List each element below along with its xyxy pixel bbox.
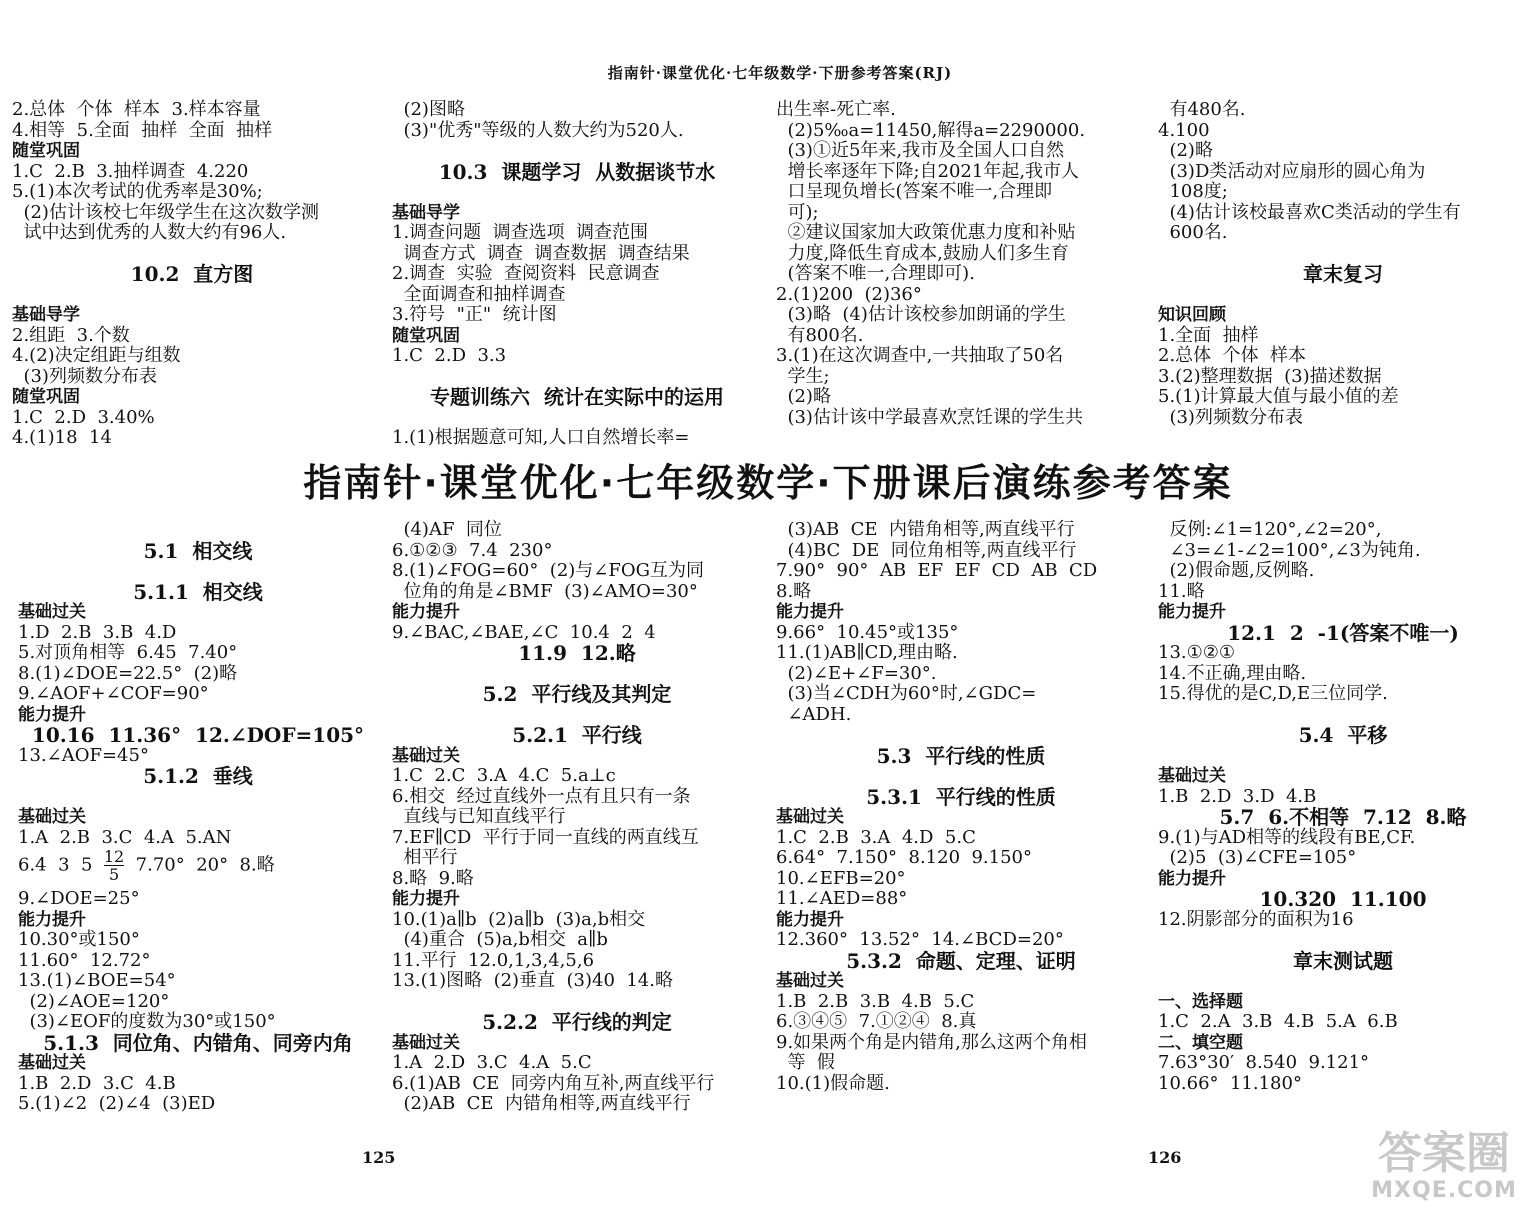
text-line: 5.(1)∠2 (2)∠4 (3)ED	[18, 1093, 216, 1114]
text-line: 1.B 2.D 3.D 4.B	[1158, 785, 1317, 807]
text-line: 位角的角是∠BMF (3)∠AMO=30°	[392, 580, 698, 602]
fraction: $\frac{12}{5}$	[103, 847, 125, 884]
subsection-label: 基础过关	[1158, 766, 1226, 786]
text-line: 1.C 2.B 3.抽样调查 4.220	[12, 160, 249, 182]
text-line	[18, 787, 378, 808]
subsection-label: 基础过关	[776, 807, 844, 827]
text-line: 2.总体 个体 样本	[1158, 345, 1307, 366]
subsection-label: 随堂巩固	[12, 141, 80, 161]
section-heading: 5.1.3 同位角、内错角、同旁内角	[43, 1030, 353, 1055]
subsection-label: 二、填空题	[1158, 1032, 1243, 1053]
subsection-label: 基础过关	[18, 1053, 86, 1073]
subsection-label: 基础过关	[18, 807, 86, 827]
text-line: 学生;	[776, 365, 830, 387]
text-line: 1.A 2.D 3.C 4.A 5.C	[392, 1052, 592, 1073]
text-line: 7.EF∥CD 平行于同一直线的两直线互	[392, 826, 699, 848]
text-line: (3)当∠CDH为60°时,∠GDC=	[776, 683, 1037, 704]
text-line: (2)∠E+∠F=30°.	[776, 662, 937, 684]
subsection-label: 一、选择题	[1158, 991, 1243, 1012]
section-heading: 12.1 2 -1(答案不唯一)	[1227, 620, 1459, 645]
watermark-logo	[1364, 1130, 1524, 1210]
subsection-label: 基础过关	[392, 1032, 460, 1053]
section-heading: 5.7 6.不相等 7.12 8.略	[1219, 805, 1467, 829]
text-line: 7.63°30′ 8.540 9.121°	[1158, 1052, 1370, 1073]
text-line: (3)①近5年来,我市及全国人口自然	[776, 140, 1065, 161]
text-line: 相平行	[392, 847, 458, 868]
subsection-label: 能力提升	[1158, 868, 1226, 889]
section-heading: 11.9 12.略	[518, 641, 636, 665]
text-line: 8.(1)∠DOE=22.5° (2)略	[18, 662, 238, 684]
section-heading: 5.2 平行线及其判定	[482, 682, 672, 706]
text-line: 直线与已知直线平行	[392, 806, 566, 827]
text-line: 14.不正确,理由略.	[1158, 662, 1307, 684]
text-line: 9.∠DOE=25°	[18, 888, 140, 909]
text-line: 1.C 2.D 3.40%	[12, 406, 155, 428]
text-line: 6.64° 7.150° 8.120 9.150°	[776, 847, 1032, 868]
subsection-label: 能力提升	[776, 909, 844, 930]
subsection-label: 随堂巩固	[12, 387, 80, 407]
subsection-label: 基础过关	[392, 745, 460, 766]
text-line: 11.∠AED=88°	[776, 888, 908, 909]
text-line: 13.∠AOF=45°	[18, 744, 149, 766]
text-line	[392, 182, 762, 203]
text-line: 1.B 2.D 3.C 4.B	[18, 1072, 176, 1094]
text-line: 5.对顶角相等 6.45 7.40°	[18, 642, 238, 663]
section-heading: 5.4 平移	[1298, 723, 1388, 747]
text-line: 12.阴影部分的面积为16	[1158, 908, 1354, 930]
subsection-label: 基础过关	[776, 971, 844, 991]
text-line: (2)略	[1158, 140, 1213, 161]
bottom-column-4	[1158, 520, 1528, 1094]
text-line	[12, 285, 372, 306]
text-line: 1.C 2.A 3.B 4.B 5.A 6.B	[1158, 1011, 1398, 1032]
text-line: 1.C 2.D 3.3	[392, 345, 507, 366]
text-line	[18, 520, 378, 541]
text-line: 13.(1)∠BOE=54°	[18, 970, 176, 991]
text-line: 600名.	[1158, 222, 1228, 243]
text-line	[1158, 705, 1528, 726]
bottom-column-2	[392, 520, 762, 1115]
text-line: (4)估计该校最喜欢C类活动的学生有	[1158, 201, 1461, 223]
text-line: 9.(1)与AD相等的线段有BE,CF.	[1158, 826, 1416, 848]
top-column-1	[12, 100, 372, 449]
bottom-column-1	[18, 520, 378, 1115]
running-header: 指南针·课堂优化·七年级数学·下册参考答案(RJ)	[607, 64, 953, 82]
text-line	[392, 141, 762, 162]
text-line: (3)估计该中学最喜欢烹饪课的学生共	[776, 406, 1083, 428]
page-number-left: 125	[362, 1148, 396, 1167]
watermark-line-1: 答案圈	[1378, 1128, 1510, 1179]
text-line: 5.(1)本次考试的优秀率是30%;	[12, 181, 263, 202]
text-line: 15.得优的是C,D,E三位同学.	[1158, 683, 1388, 704]
section-heading: 专题训练六 统计在实际中的运用	[430, 385, 724, 409]
text-line: ∠3=∠1-∠2=100°,∠3为钝角.	[1158, 539, 1421, 561]
text-line: 11.60° 12.72°	[18, 949, 151, 971]
section-heading: 10.3 课题学习 从数据谈节水	[438, 159, 716, 184]
text-line: 1.C 2.B 3.A 4.D 5.C	[776, 826, 976, 848]
section-heading: 5.2.2 平行线的判定	[482, 1010, 672, 1034]
text-line: (2)略	[776, 386, 831, 407]
text-line: 1.D 2.B 3.B 4.D	[18, 621, 177, 643]
text-line: 4.(2)决定组距与组数	[12, 345, 181, 366]
subsection-label: 能力提升	[392, 889, 460, 909]
text-line: 11.略	[1158, 580, 1205, 602]
text-line: 11.平行 12.0,1,3,4,5,6	[392, 949, 595, 971]
text-line: 5.(1)计算最大值与最小值的差	[1158, 386, 1399, 407]
text-line: 9.∠BAC,∠BAE,∠C 10.4 2 4	[392, 621, 656, 643]
top-column-3	[776, 100, 1146, 428]
text-line	[392, 705, 762, 726]
text-line: 8.略 9.略	[392, 867, 474, 889]
watermark-line-2: MXQE.COM	[1371, 1178, 1517, 1203]
text-line: 4.(1)18 14	[12, 427, 112, 448]
text-line: 9.∠AOF+∠COF=90°	[18, 683, 209, 704]
text-line: (3)列频数分布表	[1158, 406, 1303, 428]
text-line: 全面调查和抽样调查	[392, 283, 566, 305]
section-heading: 5.1 相交线	[143, 538, 253, 563]
text-line: 8.(1)∠FOG=60° (2)与∠FOG互为同	[392, 560, 705, 581]
text-line: 12.360° 13.52° 14.∠BCD=20°	[776, 929, 1064, 950]
subsection-label: 能力提升	[18, 909, 86, 930]
text-line: 4.相等 5.全面 抽样 全面 抽样	[12, 119, 273, 141]
text-line: (答案不唯一,合理即可).	[776, 263, 975, 284]
text-line: 3.(1)在这次调查中,一共抽取了50名	[776, 345, 1064, 366]
text-line: 6.(1)AB CE 同旁内角互补,两直线平行	[392, 1072, 715, 1094]
text-line: 2.组距 3.个数	[12, 324, 130, 346]
text-line: 6.4 3 5 $\frac{12}{5}$ 7.70° 20° 8.略	[18, 847, 275, 884]
text-line: ∠ADH.	[776, 703, 852, 725]
text-line: 试中达到优秀的人数大约有96人.	[12, 222, 287, 243]
text-line: 1.B 2.B 3.B 4.B 5.C	[776, 990, 975, 1012]
section-heading: 5.1.1 相交线	[133, 579, 263, 604]
page-number-right: 126	[1148, 1148, 1182, 1167]
top-column-4	[1158, 100, 1528, 428]
top-column-2	[392, 100, 762, 449]
text-line	[1158, 244, 1528, 265]
text-line: 3.符号 "正" 统计图	[392, 304, 557, 325]
text-line: 8.略	[776, 580, 812, 602]
text-line: 2.总体 个体 样本 3.样本容量	[12, 99, 261, 120]
section-heading: 10.16 11.36° 12.∠DOF=105°	[31, 723, 365, 747]
text-line	[1158, 746, 1528, 767]
text-line: 有800名.	[776, 324, 864, 346]
text-line: 调查方式 调查 调查数据 调查结果	[392, 242, 690, 264]
text-line	[1158, 971, 1528, 992]
text-line	[392, 992, 762, 1013]
text-line: 10.(1)a∥b (2)a∥b (3)a,b相交	[392, 908, 646, 930]
subsection-label: 能力提升	[18, 704, 86, 725]
text-line: 13.①②①	[1158, 642, 1236, 663]
text-line: 1.C 2.C 3.A 4.C 5.a⊥c	[392, 765, 616, 786]
subsection-label: 随堂巩固	[392, 325, 460, 346]
text-line: 可);	[776, 201, 819, 223]
text-line: 增长率逐年下降;自2021年起,我市人	[776, 160, 1080, 182]
text-line	[1158, 285, 1528, 306]
text-line	[392, 408, 762, 429]
text-line: (3)D类活动对应扇形的圆心角为	[1158, 160, 1426, 182]
subsection-label: 基础导学	[12, 305, 80, 325]
text-line	[392, 664, 762, 685]
section-banner: 指南针·课堂优化·七年级数学·下册课后演练参考答案	[303, 461, 1233, 505]
text-line: 9.如果两个角是内错角,那么这两个角相	[776, 1031, 1087, 1053]
text-line: ②建议国家加大政策优惠力度和补贴	[776, 222, 1076, 243]
text-line: 2.调查 实验 查阅资料 民意调查	[392, 263, 660, 284]
subsection-label: 能力提升	[1158, 602, 1226, 622]
text-line: 有480名.	[1158, 99, 1246, 120]
text-line: 10.∠EFB=20°	[776, 867, 906, 889]
text-line: 3.(2)整理数据 (3)描述数据	[1158, 365, 1382, 387]
text-line: 1.调查问题 调查选项 调查范围	[392, 222, 649, 243]
text-line: 口呈现负增长(答案不唯一,合理即	[776, 181, 1053, 202]
text-line: (3)AB CE 内错角相等,两直线平行	[776, 519, 1075, 540]
section-heading: 5.2.1 平行线	[512, 723, 642, 747]
subsection-label: 基础导学	[392, 202, 460, 223]
text-line: 反例:∠1=120°,∠2=20°,	[1158, 519, 1382, 540]
text-line	[12, 244, 372, 265]
text-line: 108度;	[1158, 181, 1228, 202]
text-line: (4)BC DE 同位角相等,两直线平行	[776, 539, 1077, 561]
section-heading: 5.1.2 垂线	[143, 764, 253, 788]
text-line: (2)∠AOE=120°	[18, 990, 170, 1012]
bottom-column-3	[776, 520, 1146, 1094]
subsection-label: 能力提升	[776, 602, 844, 622]
section-heading: 章末测试题	[1293, 948, 1393, 973]
text-line: 10.(1)假命题.	[776, 1072, 890, 1094]
text-line	[1158, 930, 1528, 951]
section-heading: 10.2 直方图	[130, 262, 254, 286]
text-line: 7.90° 90° AB EF EF CD AB CD	[776, 560, 1098, 581]
text-line	[776, 766, 1146, 787]
text-line: (2)估计该校七年级学生在这次数学测	[12, 201, 319, 223]
text-line: 6.③④⑤ 7.①②④ 8.真	[776, 1011, 977, 1032]
text-line: 等 假	[776, 1052, 835, 1073]
text-line: (2)假命题,反例略.	[1158, 560, 1315, 581]
text-line: (3)略 (4)估计该校参加朗诵的学生	[776, 304, 1066, 325]
subsection-label: 能力提升	[392, 602, 460, 622]
text-line: 1.(1)根据题意可知,人口自然增长率=	[392, 427, 690, 448]
subsection-label: 知识回顾	[1158, 305, 1226, 325]
text-line: 10.66° 11.180°	[1158, 1072, 1302, 1094]
text-line: 1.A 2.B 3.C 4.A 5.AN	[18, 826, 232, 848]
text-line: 1.全面 抽样	[1158, 324, 1259, 346]
text-line: (3)∠EOF的度数为30°或150°	[18, 1011, 276, 1032]
text-line: (4)重合 (5)a,b相交 a∥b	[392, 929, 608, 950]
text-line	[392, 367, 762, 388]
text-line: 6.①②③ 7.4 230°	[392, 539, 553, 561]
text-line: 11.(1)AB∥CD,理由略.	[776, 642, 958, 663]
text-line: (4)AF 同位	[392, 519, 502, 540]
section-heading: 5.3.1 平行线的性质	[866, 784, 1056, 809]
section-heading: 5.3 平行线的性质	[876, 743, 1046, 768]
text-line: 13.(1)图略 (2)垂直 (3)40 14.略	[392, 970, 673, 991]
section-heading: 10.320 11.100	[1259, 887, 1427, 911]
text-line: 4.100	[1158, 119, 1210, 141]
text-line: 9.66° 10.45°或135°	[776, 621, 959, 643]
text-line	[776, 725, 1146, 746]
text-line: 10.30°或150°	[18, 929, 140, 950]
text-line: (2)5‰a=11450,解得a=2290000.	[776, 119, 1086, 141]
text-line	[18, 561, 378, 582]
subsection-label: 基础过关	[18, 602, 86, 622]
text-line: 6.相交 经过直线外一点有且只有一条	[392, 785, 691, 807]
text-line: 力度,降低生育成本,鼓励人们多生育	[776, 242, 1069, 264]
text-line: (3)"优秀"等级的人数大约为520人.	[392, 119, 684, 141]
text-line: 2.(1)200 (2)36°	[776, 283, 922, 305]
section-heading: 5.3.2 命题、定理、证明	[846, 948, 1076, 973]
text-line: (2)AB CE 内错角相等,两直线平行	[392, 1093, 691, 1114]
text-line: (2)5 (3)∠CFE=105°	[1158, 847, 1357, 868]
section-heading: 章末复习	[1303, 262, 1383, 286]
text-line: 出生率-死亡率.	[776, 99, 896, 120]
text-line: (3)列频数分布表	[12, 365, 157, 387]
text-line: (2)图略	[392, 99, 465, 120]
